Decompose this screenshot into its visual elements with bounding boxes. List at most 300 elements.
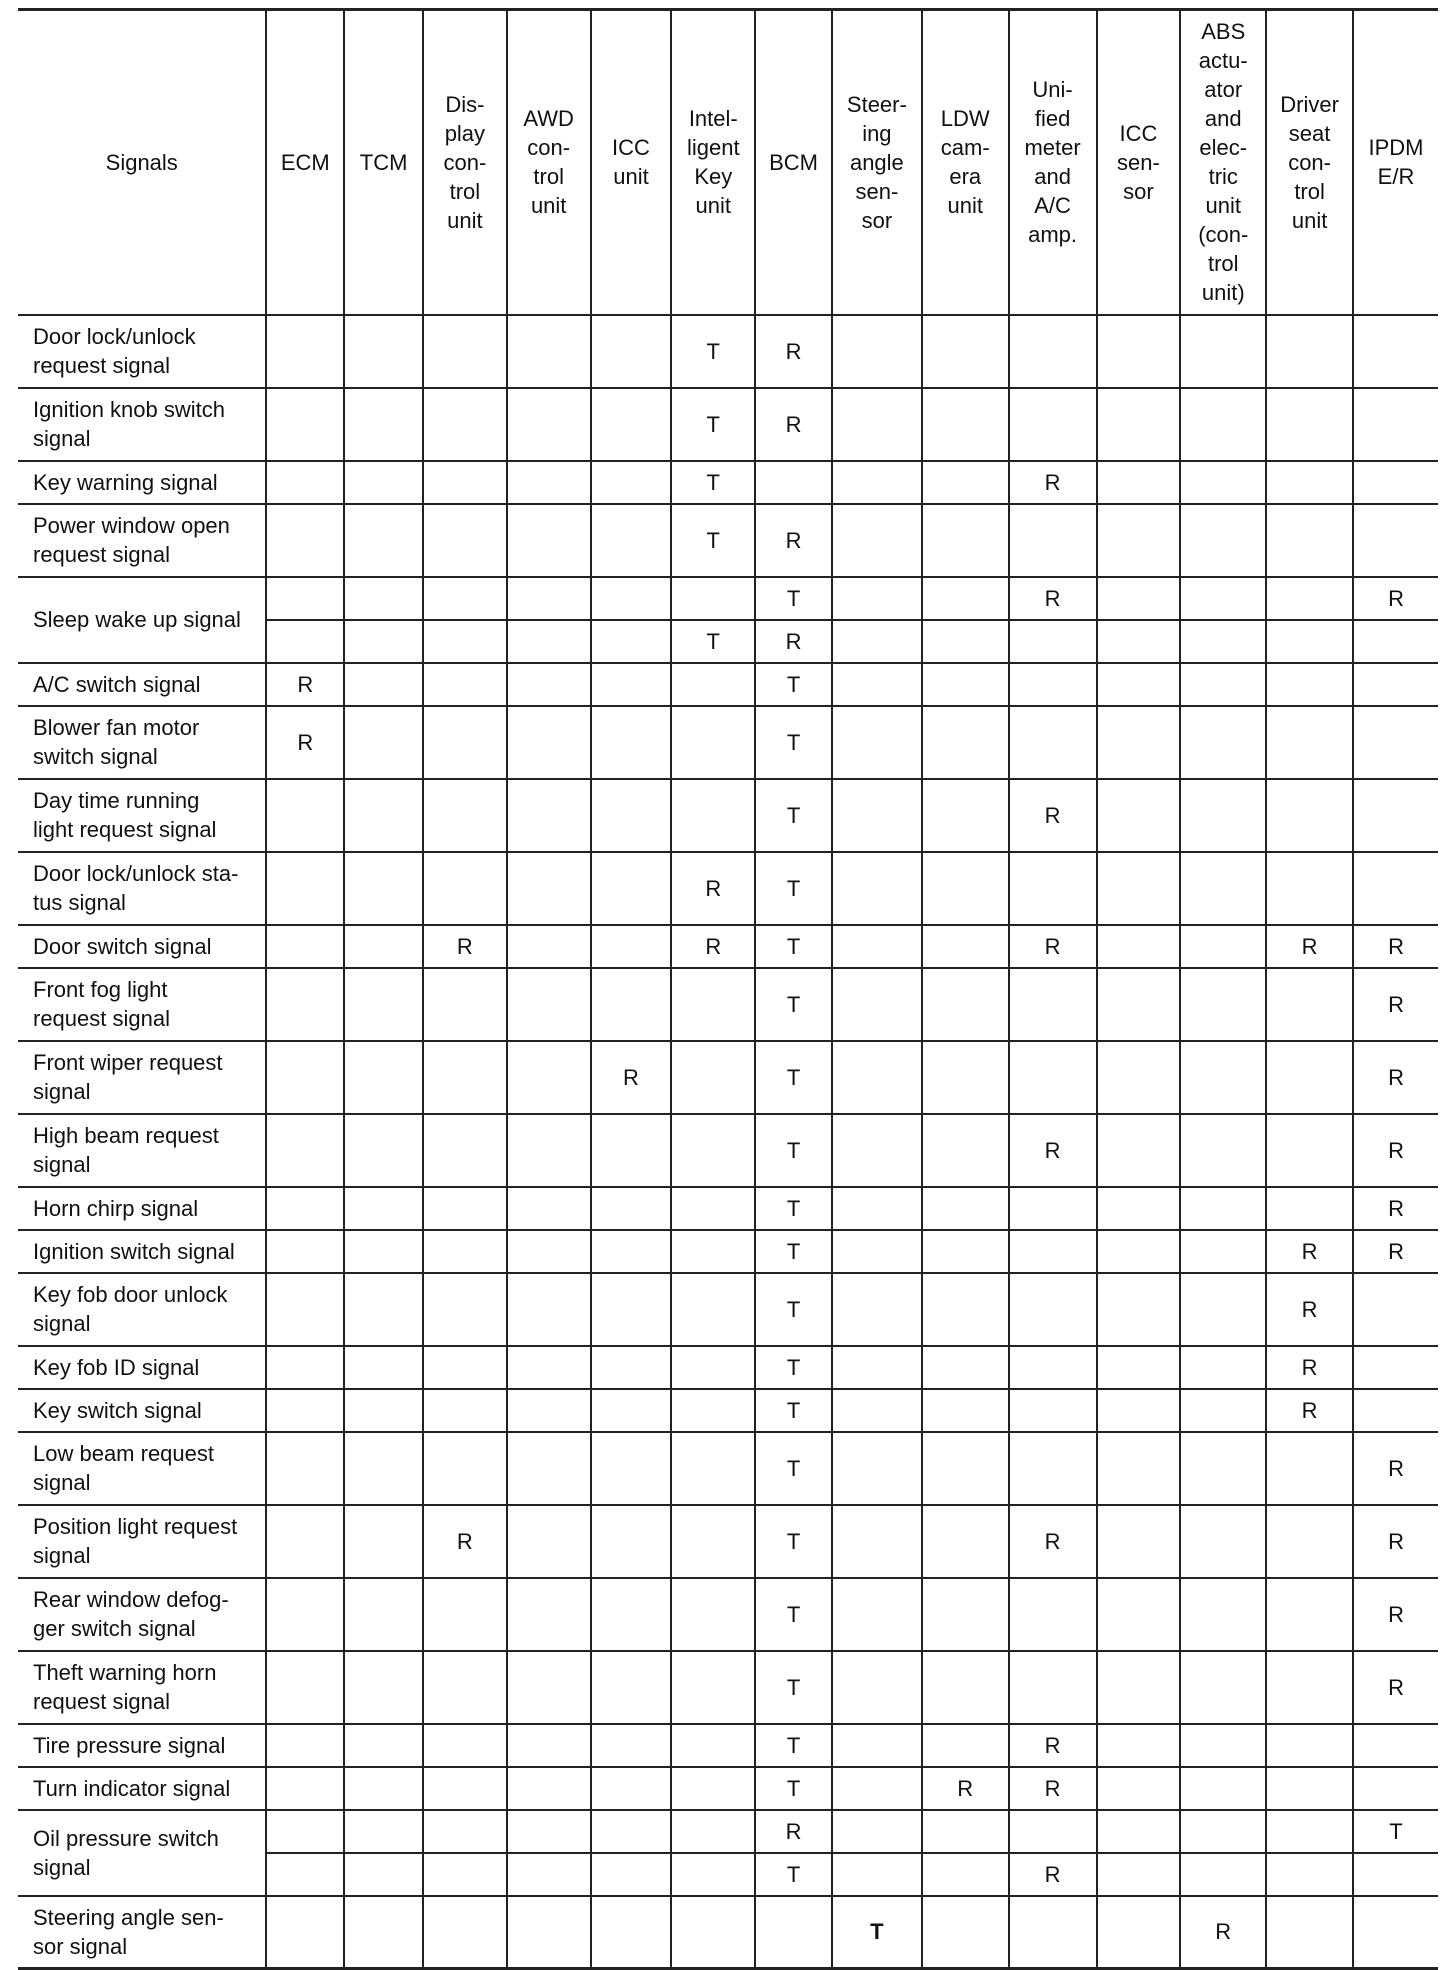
signal-cell bbox=[423, 1853, 507, 1896]
signal-cell bbox=[266, 388, 344, 461]
signal-cell bbox=[1097, 1651, 1181, 1724]
header-abs-actuator-electric-unit: ABS actu- ator and elec- tric unit (con- trol unit) bbox=[1180, 10, 1266, 315]
signal-cell bbox=[1180, 1114, 1266, 1187]
signal-cell: R bbox=[1266, 925, 1353, 968]
signal-name-cell: Door lock/unlock sta- tus signal bbox=[18, 852, 266, 925]
signal-cell bbox=[1180, 1505, 1266, 1578]
signal-name-cell: Door lock/unlock request signal bbox=[18, 315, 266, 388]
signal-cell bbox=[507, 1578, 591, 1651]
signal-cell bbox=[922, 1389, 1009, 1432]
signal-cell: T bbox=[671, 620, 755, 663]
signal-cell bbox=[344, 388, 423, 461]
signal-cell bbox=[266, 852, 344, 925]
signal-cell bbox=[671, 1346, 755, 1389]
signal-cell bbox=[266, 577, 344, 620]
signal-cell bbox=[591, 706, 672, 779]
signal-cell bbox=[1180, 1389, 1266, 1432]
signal-cell bbox=[591, 1896, 672, 1969]
table-row bbox=[18, 1724, 1438, 1767]
signal-cell: T bbox=[755, 1651, 832, 1724]
signal-cell bbox=[1009, 1041, 1097, 1114]
signal-cell bbox=[1009, 1651, 1097, 1724]
signal-cell bbox=[1009, 1389, 1097, 1432]
signal-cell bbox=[832, 706, 922, 779]
signal-cell: T bbox=[671, 315, 755, 388]
table-row bbox=[18, 1810, 1438, 1853]
signal-cell bbox=[755, 461, 832, 504]
signal-cell bbox=[1009, 1187, 1097, 1230]
table-row bbox=[18, 779, 1438, 852]
signal-cell bbox=[507, 1230, 591, 1273]
signal-cell bbox=[507, 1767, 591, 1810]
signal-cell bbox=[591, 925, 672, 968]
signal-cell bbox=[1097, 388, 1181, 461]
table-row bbox=[18, 706, 1438, 779]
signal-cell bbox=[1009, 852, 1097, 925]
signal-cell bbox=[507, 504, 591, 577]
signal-cell bbox=[344, 1041, 423, 1114]
signal-cell bbox=[1097, 577, 1181, 620]
signal-cell bbox=[1009, 504, 1097, 577]
table-row bbox=[18, 461, 1438, 504]
signal-cell bbox=[1009, 1578, 1097, 1651]
signal-cell bbox=[832, 1346, 922, 1389]
signal-cell bbox=[1180, 706, 1266, 779]
signal-cell bbox=[832, 663, 922, 706]
header-icc-unit: ICC unit bbox=[591, 10, 672, 315]
signal-cell bbox=[423, 1389, 507, 1432]
signal-cell bbox=[591, 315, 672, 388]
signal-cell bbox=[1180, 504, 1266, 577]
signal-cell bbox=[832, 1505, 922, 1578]
signal-cell bbox=[922, 1810, 1009, 1853]
signal-cell bbox=[423, 1346, 507, 1389]
table-row bbox=[18, 925, 1438, 968]
signal-cell bbox=[423, 504, 507, 577]
signal-cell bbox=[1097, 1505, 1181, 1578]
signal-cell: R bbox=[1353, 1651, 1438, 1724]
signal-cell: T bbox=[1353, 1810, 1438, 1853]
signal-cell bbox=[671, 706, 755, 779]
signal-cell bbox=[344, 1187, 423, 1230]
signal-cell: R bbox=[1266, 1389, 1353, 1432]
signal-cell bbox=[1266, 461, 1353, 504]
signal-cell bbox=[591, 1114, 672, 1187]
signal-cell bbox=[1180, 1853, 1266, 1896]
signal-cell bbox=[591, 968, 672, 1041]
signal-cell bbox=[832, 1767, 922, 1810]
signal-cell bbox=[266, 1578, 344, 1651]
signal-cell bbox=[344, 620, 423, 663]
table-row bbox=[18, 852, 1438, 925]
signal-name-cell: Turn indicator signal bbox=[18, 1767, 266, 1810]
signal-cell: R bbox=[1009, 1505, 1097, 1578]
signal-name-cell: Horn chirp signal bbox=[18, 1187, 266, 1230]
signal-cell bbox=[832, 1724, 922, 1767]
signal-cell bbox=[591, 1810, 672, 1853]
signal-cell: T bbox=[755, 1389, 832, 1432]
signal-cell bbox=[591, 1578, 672, 1651]
signal-cell: R bbox=[1353, 925, 1438, 968]
signal-cell bbox=[591, 1853, 672, 1896]
signal-cell: R bbox=[1266, 1346, 1353, 1389]
signal-cell bbox=[507, 1114, 591, 1187]
signal-cell bbox=[832, 852, 922, 925]
signal-cell bbox=[266, 1230, 344, 1273]
header-ecm: ECM bbox=[266, 10, 344, 315]
signal-cell bbox=[1266, 779, 1353, 852]
signal-cell bbox=[1180, 1767, 1266, 1810]
signal-cell bbox=[1266, 1187, 1353, 1230]
signal-cell: R bbox=[671, 925, 755, 968]
signal-cell: T bbox=[755, 1114, 832, 1187]
signal-cell bbox=[922, 1346, 1009, 1389]
signal-cell: R bbox=[423, 1505, 507, 1578]
signal-cell bbox=[832, 1578, 922, 1651]
table-row bbox=[18, 504, 1438, 577]
signal-cell bbox=[1097, 504, 1181, 577]
signal-cell bbox=[507, 1389, 591, 1432]
signal-cell: R bbox=[1009, 1114, 1097, 1187]
signal-cell bbox=[507, 577, 591, 620]
signal-cell bbox=[1266, 852, 1353, 925]
signal-cell: T bbox=[755, 1767, 832, 1810]
signal-cell bbox=[1266, 1041, 1353, 1114]
signal-cell bbox=[922, 663, 1009, 706]
signal-cell bbox=[507, 706, 591, 779]
signal-cell bbox=[832, 504, 922, 577]
signal-cell bbox=[1353, 504, 1438, 577]
signal-cell bbox=[1097, 461, 1181, 504]
signal-cell bbox=[423, 1896, 507, 1969]
signal-name-cell: Steering angle sen- sor signal bbox=[18, 1896, 266, 1969]
signal-cell bbox=[1180, 620, 1266, 663]
signal-cell: T bbox=[755, 852, 832, 925]
signal-cell bbox=[1097, 852, 1181, 925]
signal-cell bbox=[1097, 1114, 1181, 1187]
signal-cell bbox=[1353, 1389, 1438, 1432]
signal-cell bbox=[1180, 1230, 1266, 1273]
signal-cell bbox=[344, 1853, 423, 1896]
signal-cell bbox=[344, 504, 423, 577]
signal-cell bbox=[922, 1273, 1009, 1346]
signal-cell: R bbox=[1266, 1230, 1353, 1273]
signal-cell bbox=[1353, 1853, 1438, 1896]
signal-cell: R bbox=[755, 504, 832, 577]
signal-cell bbox=[423, 1578, 507, 1651]
signal-cell bbox=[1097, 1810, 1181, 1853]
table-row bbox=[18, 968, 1438, 1041]
signal-name-cell: Ignition switch signal bbox=[18, 1230, 266, 1273]
signal-cell bbox=[266, 779, 344, 852]
signal-cell bbox=[832, 577, 922, 620]
signal-cell bbox=[507, 663, 591, 706]
signal-cell bbox=[344, 1651, 423, 1724]
signal-cell bbox=[344, 577, 423, 620]
signal-cell bbox=[1009, 1230, 1097, 1273]
signal-cell bbox=[1097, 706, 1181, 779]
signal-cell bbox=[423, 315, 507, 388]
signal-cell bbox=[266, 1724, 344, 1767]
signal-cell: T bbox=[755, 663, 832, 706]
signal-cell bbox=[266, 461, 344, 504]
signal-cell bbox=[344, 779, 423, 852]
signal-cell bbox=[671, 1896, 755, 1969]
signal-cell bbox=[1097, 1187, 1181, 1230]
signal-name-cell: Blower fan motor switch signal bbox=[18, 706, 266, 779]
signal-cell bbox=[591, 1230, 672, 1273]
signal-cell bbox=[1097, 620, 1181, 663]
signal-cell bbox=[1266, 706, 1353, 779]
signal-cell bbox=[1009, 706, 1097, 779]
signal-cell bbox=[832, 315, 922, 388]
signal-cell bbox=[1097, 1389, 1181, 1432]
signal-cell bbox=[832, 1810, 922, 1853]
signal-cell bbox=[507, 1810, 591, 1853]
signal-cell bbox=[344, 1230, 423, 1273]
signal-cell bbox=[671, 1724, 755, 1767]
signal-cell bbox=[507, 1273, 591, 1346]
signal-cell bbox=[423, 388, 507, 461]
signal-cell bbox=[832, 1389, 922, 1432]
signal-cell bbox=[266, 1853, 344, 1896]
signal-cell: R bbox=[1180, 1896, 1266, 1969]
signal-name-cell: Front wiper request signal bbox=[18, 1041, 266, 1114]
signal-cell bbox=[1009, 1810, 1097, 1853]
signal-cell bbox=[1266, 315, 1353, 388]
header-bcm: BCM bbox=[755, 10, 832, 315]
signal-cell bbox=[671, 779, 755, 852]
signal-cell: T bbox=[755, 779, 832, 852]
signal-cell bbox=[423, 461, 507, 504]
signal-cell bbox=[1266, 663, 1353, 706]
table-row bbox=[18, 663, 1438, 706]
signal-cell bbox=[922, 779, 1009, 852]
signal-cell bbox=[591, 1767, 672, 1810]
signal-cell bbox=[266, 1810, 344, 1853]
signal-cell bbox=[591, 577, 672, 620]
signal-cell bbox=[1097, 968, 1181, 1041]
signal-cell bbox=[1180, 1724, 1266, 1767]
table-row bbox=[18, 1651, 1438, 1724]
signal-name-cell: Key switch signal bbox=[18, 1389, 266, 1432]
signal-cell bbox=[671, 968, 755, 1041]
table-row bbox=[18, 1273, 1438, 1346]
can-signal-table-page bbox=[18, 8, 1438, 1960]
signal-cell bbox=[507, 1432, 591, 1505]
signal-cell bbox=[671, 1651, 755, 1724]
signal-cell bbox=[1009, 1432, 1097, 1505]
signal-cell bbox=[344, 1505, 423, 1578]
signal-name-cell: Rear window defog- ger switch signal bbox=[18, 1578, 266, 1651]
signal-cell bbox=[1180, 852, 1266, 925]
signal-cell bbox=[1180, 1578, 1266, 1651]
signal-cell: R bbox=[1009, 779, 1097, 852]
signal-cell bbox=[1097, 315, 1181, 388]
signal-cell: T bbox=[755, 1505, 832, 1578]
signal-cell bbox=[507, 1041, 591, 1114]
signal-cell bbox=[671, 1187, 755, 1230]
signal-cell bbox=[344, 925, 423, 968]
table-row bbox=[18, 1187, 1438, 1230]
signal-cell bbox=[1097, 1724, 1181, 1767]
table-row bbox=[18, 1389, 1438, 1432]
signal-cell: R bbox=[591, 1041, 672, 1114]
signal-name-cell: Key warning signal bbox=[18, 461, 266, 504]
signal-cell: T bbox=[755, 1853, 832, 1896]
header-signals: Signals bbox=[18, 10, 266, 315]
signal-cell bbox=[1180, 461, 1266, 504]
signal-cell: R bbox=[1353, 577, 1438, 620]
signal-cell bbox=[1180, 1187, 1266, 1230]
signal-cell bbox=[1009, 315, 1097, 388]
signal-name-cell: Low beam request signal bbox=[18, 1432, 266, 1505]
signal-cell bbox=[507, 315, 591, 388]
signal-cell bbox=[832, 968, 922, 1041]
signal-cell: R bbox=[1009, 577, 1097, 620]
signal-cell: T bbox=[755, 1041, 832, 1114]
signal-cell bbox=[671, 1578, 755, 1651]
signal-cell bbox=[1266, 1651, 1353, 1724]
signal-cell bbox=[922, 706, 1009, 779]
signal-cell bbox=[344, 1810, 423, 1853]
table-row bbox=[18, 1767, 1438, 1810]
signal-cell bbox=[1180, 1651, 1266, 1724]
signal-cell bbox=[344, 461, 423, 504]
signal-cell bbox=[1009, 388, 1097, 461]
signal-cell bbox=[591, 620, 672, 663]
signal-cell: T bbox=[755, 577, 832, 620]
signal-cell: R bbox=[1009, 461, 1097, 504]
signal-cell bbox=[922, 1432, 1009, 1505]
table-row bbox=[18, 1432, 1438, 1505]
signal-cell bbox=[1353, 1767, 1438, 1810]
signal-name-cell: Front fog light request signal bbox=[18, 968, 266, 1041]
signal-cell: R bbox=[922, 1767, 1009, 1810]
signal-cell bbox=[1097, 663, 1181, 706]
signal-name-cell: Key fob ID signal bbox=[18, 1346, 266, 1389]
header-ldw-camera-unit: LDW cam- era unit bbox=[922, 10, 1009, 315]
signal-cell bbox=[1009, 663, 1097, 706]
can-signal-table bbox=[18, 8, 1438, 1970]
signal-cell bbox=[266, 1187, 344, 1230]
signal-cell: R bbox=[1009, 925, 1097, 968]
signal-cell bbox=[922, 1230, 1009, 1273]
signal-cell bbox=[1009, 1896, 1097, 1969]
signal-cell: R bbox=[671, 852, 755, 925]
signal-cell bbox=[1180, 388, 1266, 461]
signal-cell bbox=[1266, 1505, 1353, 1578]
signal-cell: R bbox=[1009, 1853, 1097, 1896]
signal-cell bbox=[832, 461, 922, 504]
signal-cell bbox=[344, 852, 423, 925]
signal-cell bbox=[671, 1041, 755, 1114]
signal-cell bbox=[671, 577, 755, 620]
signal-cell bbox=[1097, 1230, 1181, 1273]
signal-cell bbox=[423, 706, 507, 779]
signal-cell bbox=[266, 1389, 344, 1432]
signal-cell bbox=[1009, 1273, 1097, 1346]
signal-cell: R bbox=[1353, 1114, 1438, 1187]
signal-cell bbox=[1353, 1724, 1438, 1767]
signal-cell bbox=[507, 1187, 591, 1230]
signal-cell bbox=[1097, 1853, 1181, 1896]
signal-cell bbox=[922, 1041, 1009, 1114]
signal-cell bbox=[266, 1041, 344, 1114]
signal-cell bbox=[922, 852, 1009, 925]
signal-cell bbox=[1266, 1578, 1353, 1651]
signal-cell bbox=[1353, 779, 1438, 852]
signal-cell bbox=[423, 1724, 507, 1767]
header-awd-control-unit: AWD con- trol unit bbox=[507, 10, 591, 315]
signal-name-cell: Ignition knob switch signal bbox=[18, 388, 266, 461]
signal-name-cell: Door switch signal bbox=[18, 925, 266, 968]
signal-cell bbox=[266, 620, 344, 663]
signal-cell bbox=[266, 1114, 344, 1187]
signal-cell: R bbox=[266, 663, 344, 706]
signal-cell: T bbox=[755, 1578, 832, 1651]
signal-cell bbox=[922, 1114, 1009, 1187]
signal-cell bbox=[1353, 620, 1438, 663]
signal-cell: T bbox=[755, 1724, 832, 1767]
signal-cell bbox=[423, 1230, 507, 1273]
signal-cell bbox=[832, 1651, 922, 1724]
signal-cell: R bbox=[1353, 1578, 1438, 1651]
signal-cell bbox=[832, 388, 922, 461]
signal-cell: T bbox=[755, 1230, 832, 1273]
signal-cell bbox=[922, 925, 1009, 968]
table-row bbox=[18, 1896, 1438, 1969]
signal-cell bbox=[344, 1114, 423, 1187]
signal-cell bbox=[344, 1724, 423, 1767]
signal-cell bbox=[344, 1389, 423, 1432]
signal-cell bbox=[922, 388, 1009, 461]
signal-cell: R bbox=[1353, 1505, 1438, 1578]
signal-cell bbox=[507, 461, 591, 504]
signal-cell bbox=[1266, 1114, 1353, 1187]
signal-cell bbox=[922, 1651, 1009, 1724]
signal-cell bbox=[344, 315, 423, 388]
signal-cell bbox=[1097, 1346, 1181, 1389]
signal-cell bbox=[344, 968, 423, 1041]
table-row bbox=[18, 1578, 1438, 1651]
signal-cell bbox=[266, 968, 344, 1041]
signal-cell bbox=[1353, 388, 1438, 461]
signal-cell bbox=[591, 461, 672, 504]
signal-name-cell: Position light request signal bbox=[18, 1505, 266, 1578]
signal-cell bbox=[507, 1651, 591, 1724]
signal-cell bbox=[922, 968, 1009, 1041]
signal-cell bbox=[1180, 1810, 1266, 1853]
signal-cell: R bbox=[1353, 1041, 1438, 1114]
table-body bbox=[18, 315, 1438, 1969]
signal-cell bbox=[423, 968, 507, 1041]
signal-cell bbox=[671, 1505, 755, 1578]
signal-cell bbox=[755, 1896, 832, 1969]
signal-cell bbox=[1266, 968, 1353, 1041]
signal-cell bbox=[1353, 1896, 1438, 1969]
header-icc-sensor: ICC sen- sor bbox=[1097, 10, 1181, 315]
signal-cell bbox=[1180, 925, 1266, 968]
signal-cell bbox=[1266, 504, 1353, 577]
table-row bbox=[18, 577, 1438, 620]
signal-name-cell: Day time running light request signal bbox=[18, 779, 266, 852]
signal-cell bbox=[423, 779, 507, 852]
signal-cell: R bbox=[423, 925, 507, 968]
signal-cell: R bbox=[1353, 1230, 1438, 1273]
signal-cell bbox=[1266, 577, 1353, 620]
signal-cell bbox=[423, 620, 507, 663]
